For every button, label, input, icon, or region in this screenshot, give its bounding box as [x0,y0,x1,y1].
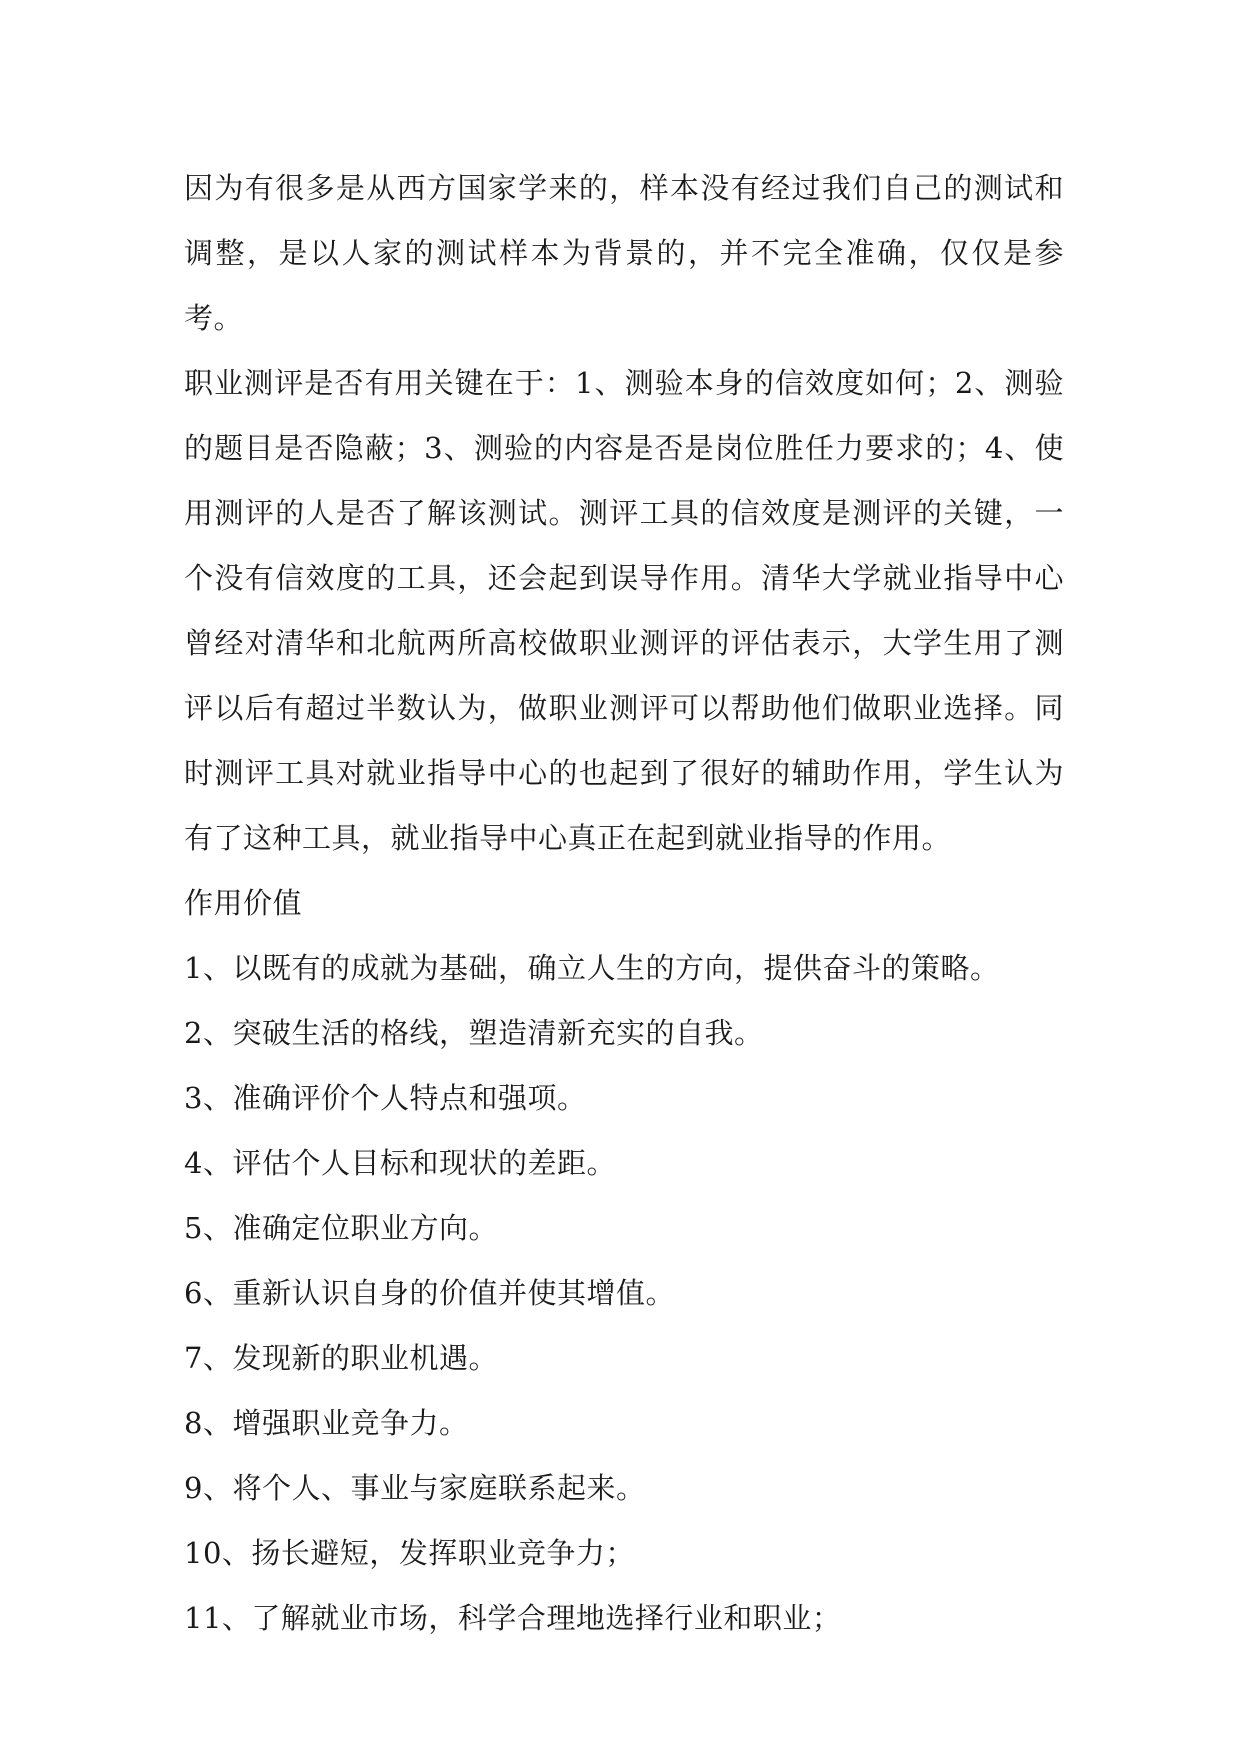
document-body [184,156,1064,1651]
value-list [184,936,1064,1651]
list-item: 6、重新认识自身的价值并使其增值。 [184,1276,675,1310]
list-item: 9、将个人、事业与家庭联系起来。 [184,1471,646,1505]
list-item: 4、评估个人目标和现状的差距。 [184,1146,616,1180]
list-item: 10、扬长避短，发挥职业竞争力； [184,1536,635,1570]
paragraph-evaluation: 职业测评是否有用关键在于：1、测验本身的信效度如何；2、测验的题目是否隐蔽；3、测验的内容是否是岗位胜任力要求的；4、使用测评的人是否了解该测试。测评工具的信效度是测评的关键，一个没有信效度的工具，还会起到误导作用。清华大学就业指导中心曾经对清华和北航两所高校做职业测评的评估表示，大学生用了测评以后有超过半数认为，做职业测评可以帮助他们做职业选择。同时测评工具对就业指导中心的也起到了很好的辅助作用，学生认为有了这种工具，就业指导中心真正在起到就业指导的作用。 [184,366,1064,855]
list-item: 5、准确定位职业方向。 [184,1211,498,1245]
list-item: 3、准确评价个人特点和强项。 [184,1081,587,1115]
paragraph-intro: 因为有很多是从西方国家学来的，样本没有经过我们自己的测试和调整，是以人家的测试样本为背景的，并不完全准确，仅仅是参考。 [184,171,1064,335]
list-item: 8、增强职业竞争力。 [184,1406,469,1440]
list-item: 11、了解就业市场，科学合理地选择行业和职业； [184,1601,842,1635]
list-item: 2、突破生活的格线，塑造清新充实的自我。 [184,1016,764,1050]
section-heading: 作用价值 [184,886,303,920]
list-item: 1、以既有的成就为基础，确立人生的方向，提供奋斗的策略。 [184,951,1000,985]
list-item: 7、发现新的职业机遇。 [184,1341,498,1375]
